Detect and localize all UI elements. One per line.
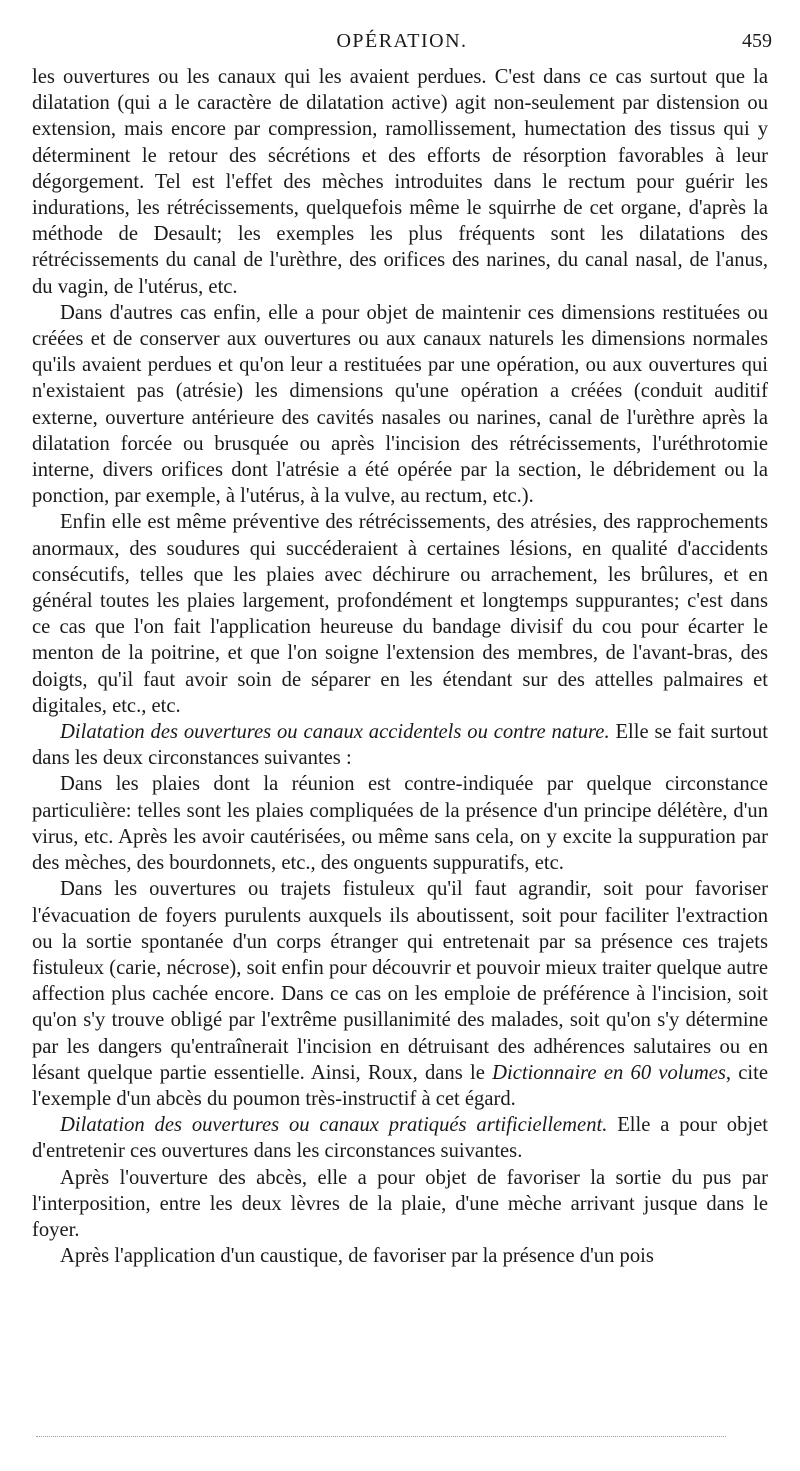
- paragraph-7: [32, 1112, 768, 1164]
- paragraph-9: Après l'application d'un caustique, de favoriser par la présence d'un pois: [60, 1245, 654, 1268]
- paragraph-8: Après l'ouverture des abcès, elle a pour objet de favoriser la sortie du pus par l'interposition, entre les deux lèvres de la plaie, d'une mèche arrivant jusque dans le foyer.: [32, 1166, 768, 1241]
- paragraph-1: les ouvertures ou les canaux qui les avaient perdues. C'est dans ce cas surtout que la dilatation (qui a le caractère de dilatation active) agit non-seulement par distension ou extension, mais encore par compression, ramollissement, humectation des tissus qui y déterminent le retour des sécrétions et des efforts de résorption favorables à leur dégorgement. Tel est l'effet des mèches introduites dans le rectum pour guérir les indurations, les rétrécissements, quelquefois même le squirrhe de cet organe, d'après la méthode de Desault; les exemples les plus fréquents sont les dilatations des rétrécissements du canal de l'urèthre, des orifices des narines, du canal nasal, de l'anus, du vagin, de l'utérus, etc.: [32, 66, 768, 298]
- paragraph-4: [32, 719, 768, 771]
- body-text: [32, 64, 768, 1269]
- paragraph-2: Dans d'autres cas enfin, elle a pour objet de maintenir ces dimensions restituées ou créées et de conserver aux ouvertures ou aux canaux naturels les dimensions normales qu'ils avaient perdues et qu'on leur a restituées par une opération, ou aux ouvertures qui n'existaient pas (atrésie) les dimensions qu'une opération a créées (conduit auditif externe, ouverture antérieure des cavités nasales ou narines, canal de l'urèthre après la dilatation forcée ou brusquée ou après l'incision des rétrécissements, l'uréthrotomie interne, divers orifices dont l'atrésie a été opérée par la section, le débridement ou la ponction, par exemple, à l'utérus, à la vulve, au rectum, etc.).: [32, 301, 768, 508]
- footer-divider: [36, 1436, 726, 1437]
- paragraph-5: Dans les plaies dont la réunion est contre-indiquée par quelque circonstance particulière: telles sont les plaies compliquées de la présence d'un principe délétère, d'un virus, etc. Après les avoir cautérisées, ou même sans cela, on y excite la suppuration par des mèches, des bourdonnets, etc., des onguents suppuratifs, etc.: [32, 773, 768, 875]
- paragraph-6-text-start: Dans les ouvertures ou trajets fistuleux qu'il faut agrandir, soit pour favoriser l'évacuation de foyers purulents auxquels ils aboutissent, soit pour faciliter l'extraction ou la sortie spontanée d'un corps étranger qui entretenait par sa présence ces trajets fistuleux (carie, nécrose), soit enfin pour découvrir et pouvoir mieux traiter quelque autre affection plus cachée encore. Dans ce cas on les emploie de préférence à l'incision, soit qu'on s'y trouve obligé par l'extrême pusillanimité des malades, soit qu'on s'y détermine par les dangers qu'entraînerait l'incision en détruisant des adhérences salutaires ou en lésant quelque partie essentielle. Ainsi, Roux, dans le: [32, 878, 768, 1084]
- section-heading-artificial-openings: Dilatation des ouvertures ou canaux pratiqués artificiellement.: [60, 1114, 608, 1137]
- page-number: 459: [742, 30, 772, 52]
- section-heading-accidental-openings: Dilatation des ouvertures ou canaux accidentels ou contre nature.: [60, 721, 610, 744]
- paragraph-6: [32, 876, 768, 1112]
- running-title: OPÉRATION.: [336, 30, 468, 52]
- dictionary-title: Dictionnaire en 60 volumes: [492, 1061, 726, 1084]
- paragraph-4-text: Elle se fait surtout dans les deux circonstances suivantes :: [32, 721, 768, 770]
- paragraph-3: Enfin elle est même préventive des rétrécissements, des atrésies, des rapprochements anormaux, des soudures qui succéderaient à certaines lésions, en qualité d'accidents consécutifs, telles que les plaies avec déchirure ou arrachement, les brûlures, et en général toutes les plaies largement, profondément et longtemps suppurantes; c'est dans ce cas que l'on fait l'application heureuse du bandage divisif du cou pour écarter le menton de la poitrine, et que l'on soigne l'extension des membres, de l'avant-bras, des doigts, qu'il faut avoir soin de séparer en les étendant sur des attelles palmaires et digitales, etc., etc.: [32, 511, 768, 717]
- running-head: [32, 30, 772, 58]
- paragraph-7-text: Elle a pour objet d'entretenir ces ouvertures dans les circonstances suivantes.: [32, 1114, 768, 1163]
- paragraph-6-text-end: , cite l'exemple d'un abcès du poumon très-instructif à cet égard.: [32, 1061, 768, 1110]
